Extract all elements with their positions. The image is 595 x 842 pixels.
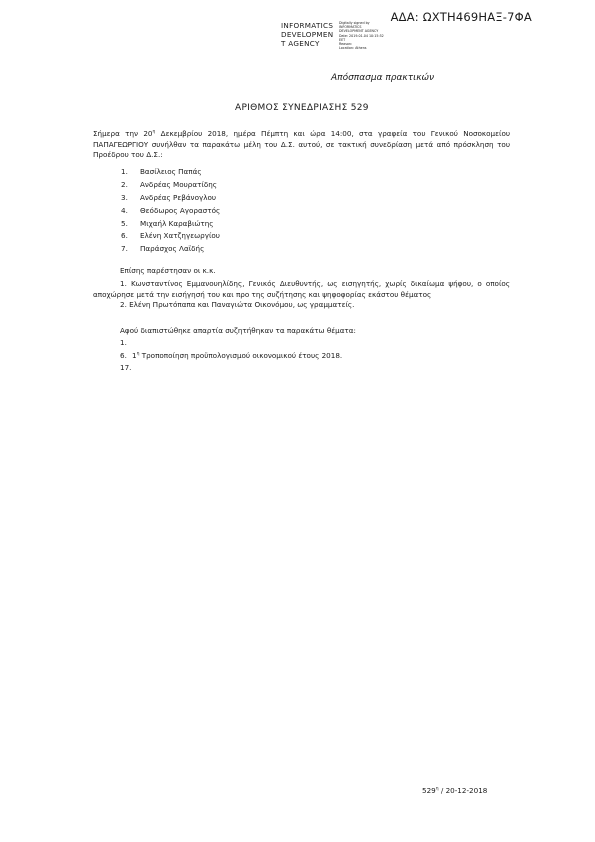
attendee-list bbox=[121, 167, 220, 257]
logo-line: INFORMATICS bbox=[281, 21, 334, 30]
ordinal-suffix: η bbox=[435, 786, 439, 792]
topic-text bbox=[132, 351, 342, 364]
footer-date: / 20-12-2018 bbox=[438, 786, 488, 795]
agency-logo bbox=[281, 21, 384, 50]
list-item bbox=[121, 167, 220, 180]
list-item bbox=[121, 219, 220, 232]
ada-code: ΑΔΑ: ΩΧΤΗ469ΗΑΞ-7ΦΑ bbox=[390, 10, 532, 24]
attendee-name: Θεόδωρος Αγοραστός bbox=[140, 205, 221, 215]
stamp-line: EET bbox=[339, 37, 346, 42]
attendee-name: Παράσχος Λαϊδής bbox=[140, 244, 205, 254]
logo-line: T AGENCY bbox=[281, 39, 320, 48]
stamp-line: DEVELOPMENT AGENCY bbox=[339, 29, 379, 34]
list-item bbox=[121, 193, 220, 206]
intro-text-start: Σήμερα την 20 bbox=[93, 129, 153, 138]
page-footer bbox=[422, 786, 487, 795]
intro-text-rest: Δεκεμβρίου 2018, ημέρα Πέμπτη και ώρα 14:00, στα γραφεία του Γενικού Νοσοκομείου ΠΑΠΑΓΕΩΡΓΙΟΥ συνήλθαν τα παρακάτω μέλη του Δ.Σ. αυτού, σε τακτική συνεδρίαση μετά από πρόσκληση του Προέδρου του Δ.Σ.: bbox=[93, 129, 511, 160]
item-number: 5. bbox=[121, 218, 128, 228]
topics-heading: Αφού διαπιστώθηκε απαρτία συζητήθηκαν τα παρακάτω θέματα: bbox=[120, 326, 356, 335]
topic-prefix: 1 bbox=[132, 350, 137, 360]
stamp-line: Reason: bbox=[339, 42, 353, 47]
attendee-name: Ανδρέας Ρεβάνογλου bbox=[140, 192, 217, 202]
attendee-name: Ανδρέας Μουρατίδης bbox=[140, 179, 218, 189]
item-number: 6. bbox=[121, 231, 128, 241]
list-item bbox=[120, 338, 342, 351]
attendee-name: Ελένη Χατζηγεωργίου bbox=[140, 231, 220, 241]
logo-line: DEVELOPMEN bbox=[281, 30, 334, 39]
stamp-line: Location: Athens bbox=[339, 46, 367, 51]
session-number: ΑΡΙΘΜΟΣ ΣΥΝΕΔΡΙΑΣΗΣ 529 bbox=[235, 103, 369, 113]
present-item-2: 2. Ελένη Πρωτόπαπα και Παναγιώτα Οικονόμου, ως γραμματείς. bbox=[120, 300, 355, 310]
present-item-1: 1. Κωνσταντίνος Εμμανουηλίδης, Γενικός Διευθυντής, ως εισηγητής, χωρίς δικαίωμα ψήφου, ο οποίος αποχώρησε μετά την εισήγησή του και προ της συζήτησης και ψηφοφορίας εκάστου θέματος bbox=[93, 279, 510, 299]
ordinal-suffix: η bbox=[136, 351, 140, 357]
item-number: 7. bbox=[121, 244, 128, 254]
topics-list bbox=[120, 338, 342, 376]
stamp-line: INFORMATICS bbox=[339, 25, 362, 30]
list-item bbox=[121, 244, 220, 257]
attendee-name: Βασίλειος Παπάς bbox=[140, 167, 202, 176]
item-number: 4. bbox=[121, 205, 128, 215]
list-item bbox=[120, 363, 342, 376]
footer-session: 529 bbox=[422, 786, 436, 795]
present-paragraphs bbox=[93, 279, 510, 311]
list-item bbox=[121, 206, 220, 219]
item-number: 17. bbox=[120, 363, 132, 373]
list-item bbox=[121, 231, 220, 244]
item-number: 1. bbox=[120, 338, 127, 347]
signature-stamp bbox=[339, 21, 384, 50]
list-item bbox=[120, 351, 342, 364]
item-number: 1. bbox=[121, 167, 128, 176]
intro-paragraph bbox=[93, 129, 510, 161]
stamp-line: Date: 2019.01.04 10:15:52 bbox=[339, 33, 384, 38]
logo-main-text bbox=[281, 21, 336, 50]
item-number: 2. bbox=[121, 179, 128, 189]
item-number: 6. bbox=[120, 350, 127, 360]
item-number: 3. bbox=[121, 192, 128, 202]
topic-rest: Τροποποίηση προϋπολογισμού οικονομικού έτους 2018. bbox=[139, 350, 343, 360]
ordinal-suffix: η bbox=[152, 129, 156, 135]
stamp-line: Digitally signed by bbox=[339, 21, 370, 25]
present-heading: Επίσης παρέστησαν οι κ.κ. bbox=[120, 266, 216, 275]
list-item bbox=[121, 180, 220, 193]
document-title: Απόσπασμα πρακτικών bbox=[331, 73, 435, 83]
attendee-name: Μιχαήλ Καραβιώτης bbox=[140, 218, 214, 228]
